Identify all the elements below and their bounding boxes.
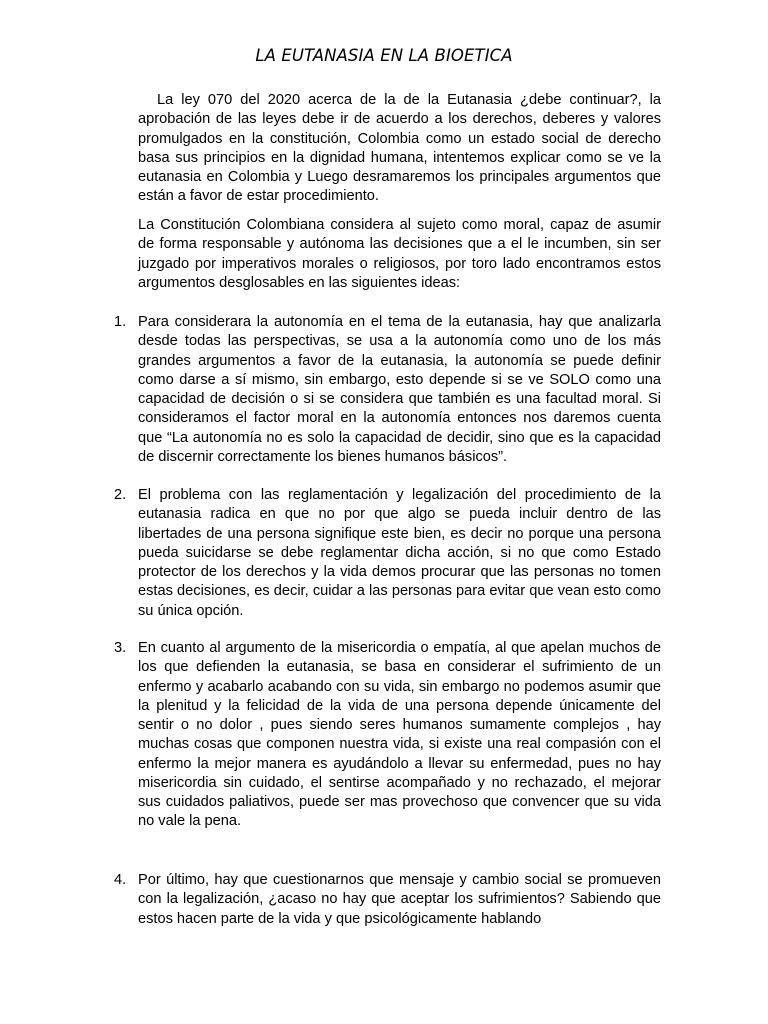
list-item-4-number: 4.	[114, 872, 127, 888]
document-title: LA EUTANASIA EN LA BIOETICA	[255, 46, 513, 65]
list-item-4-text: Por último, hay que cuestionarnos que mensaje y cambio social se promueven con la legalización, ¿acaso no hay que aceptar los sufrimientos? Sabiendo que estos hacen parte de la vida y que psicológicamente hablando	[138, 872, 661, 927]
intro-paragraph-2: La Constitución Colombiana considera al sujeto como moral, capaz de asumir de forma responsable y autónoma las decisiones que a el le incumben, sin ser juzgado por imperativos morales o religiosos, por toro lado encontramos estos argumentos desglosables en las siguientes ideas:	[138, 217, 661, 291]
list-item-3-number: 3.	[114, 640, 127, 656]
intro-paragraph-1: La ley 070 del 2020 acerca de la de la Eutanasia ¿debe continuar?, la aprobación de las leyes debe ir de acuerdo a los derechos, deberes y valores promulgados en la constitución, Colombia como un estado social de derecho basa sus principios en la dignidad humana, intentemos explicar como se ve la eutanasia en Colombia y Luego desramaremos los principales argumentos que están a favor de estar procedimiento.	[138, 92, 661, 205]
list-item-2-number: 2.	[114, 487, 127, 503]
list-item-2-text: El problema con las reglamentación y legalización del procedimiento de la eutanasia radica en que no por que algo se pueda incluir dentro de las libertades de una persona signifique este bien, es decir no porque una persona pueda suicidarse se debe reglamentar dicha acción, si no que como Estado protector de los derechos y la vida demos procurar que las personas no tomen estas decisiones, es decir, cuidar a las personas para evitar que vean esto como su única opción.	[138, 487, 661, 619]
list-item-3-text: En cuanto al argumento de la misericordia o empatía, al que apelan muchos de los que defienden la eutanasia, se basa en considerar el sufrimiento de un enfermo y acabarlo acabando con su vida, sin embargo no podemos asumir que la plenitud y la felicidad de la vida de una persona depende únicamente del sentir o no dolor , pues siendo seres humanos sumamente complejos , hay muchas cosas que componen nuestra vida, si existe una real compasión con el enfermo la mejor manera es ayudándolo a llevar su enfermedad, pues no hay misericordia sin cuidado, el sentirse acompañado y no rechazado, el mejorar sus cuidados paliativos, puede ser mas provechoso que convencer que su vida no vale la pena.	[138, 640, 661, 830]
list-item-1-number: 1.	[114, 314, 127, 330]
list-item-1-text: Para considerara la autonomía en el tema de la eutanasia, hay que analizarla desde todas las perspectivas, se usa a la autonomía como uno de los más grandes argumentos a favor de la eutanasia, la autonomía se puede definir como darse a sí mismo, sin embargo, esto depende si se ve SOLO como una capacidad de decisión o si se considera que también es una facultad moral. Si consideramos el factor moral en la autonomía entonces nos daremos cuenta que “La autonomía no es solo la capacidad de decidir, sino que es la capacidad de discernir correctamente los bienes humanos básicos”.	[138, 314, 661, 465]
